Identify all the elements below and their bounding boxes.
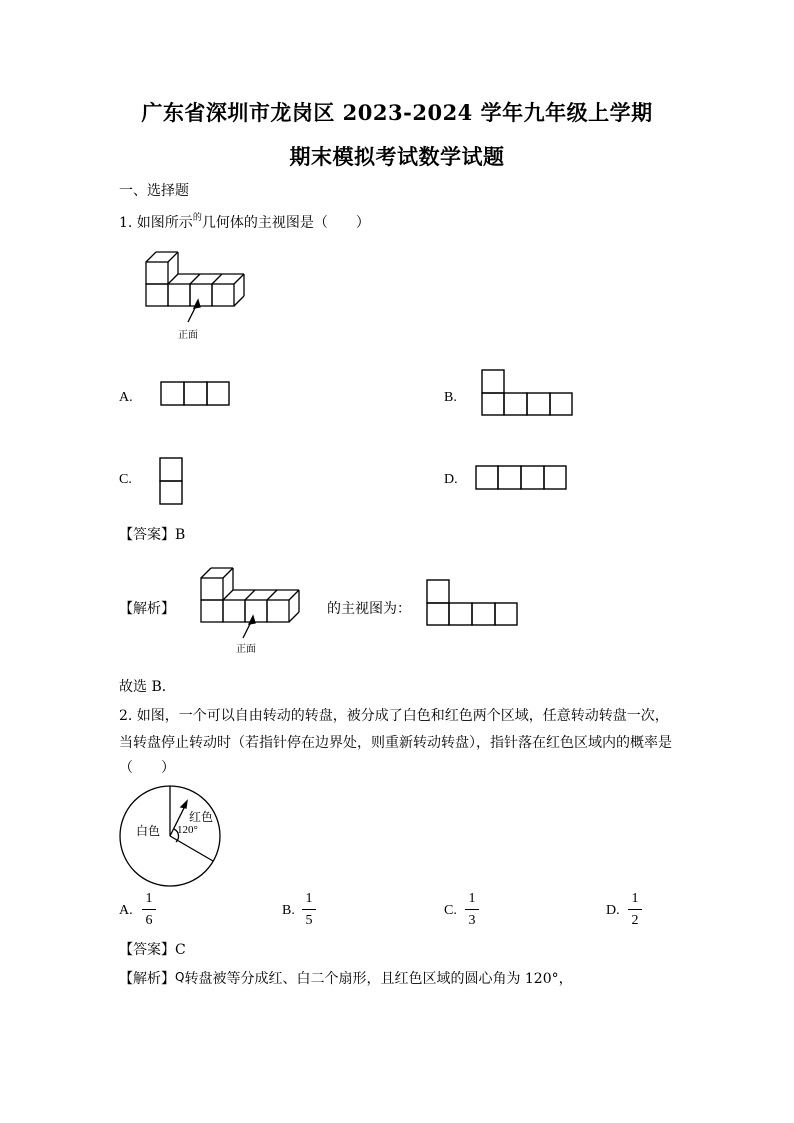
q2-option-d-numerator: 1 — [631, 891, 639, 906]
q1-analysis-front-label: 正面 — [236, 644, 256, 655]
q2-stem-line2: 当转盘停止转动时（若指针停在边界处，则重新转动转盘），指针落在红色区域内的概率是 — [119, 735, 672, 751]
q1-option-d-figure — [475, 465, 568, 491]
q2-stem-line1: 2. 如图，一个可以自由转动的转盘，被分成了白色和红色两个区域，任意转动转盘一次， — [119, 708, 669, 724]
q1-stem — [119, 212, 370, 232]
q1-analysis-label: 【解析】 — [119, 601, 175, 617]
q2-angle-label: 120° — [177, 824, 198, 836]
q2-analysis-symbol: Q — [175, 970, 185, 984]
q2-option-c-label: C. — [444, 903, 457, 918]
q2-option-a-numerator: 1 — [145, 891, 153, 906]
q2-option-b-denominator: 5 — [305, 913, 313, 928]
q2-option-b-numerator: 1 — [305, 891, 313, 906]
q1-answer: 【答案】B — [119, 527, 186, 543]
q2-white-label: 白色 — [136, 824, 161, 838]
q2-analysis — [119, 968, 573, 988]
page-subtitle: 期末模拟考试数学试题 — [289, 144, 505, 169]
q1-conclusion: 故选 B． — [119, 679, 176, 695]
q2-option-d-denominator: 2 — [631, 913, 639, 928]
q2-option-a-label: A. — [119, 903, 133, 918]
q2-stem-line3: （ ） — [119, 760, 175, 776]
q2-answer: 【答案】C — [119, 942, 186, 958]
q1-option-c-figure — [159, 457, 184, 506]
q2-option-c-denominator: 3 — [468, 913, 476, 928]
q2-option-b-fraction — [302, 891, 316, 929]
page-title: 广东省深圳市龙岗区 2023-2024 学年九年级上学期 — [141, 100, 653, 125]
q2-option-c-numerator: 1 — [468, 891, 476, 906]
q1-stem-sup: 的 — [192, 213, 202, 223]
q1-analysis-front-view — [426, 579, 519, 627]
q2-red-label: 红色 — [189, 810, 214, 824]
q1-option-b-label: B. — [444, 390, 457, 405]
q1-stem-prefix: 1. 如图所示 — [119, 215, 193, 231]
q1-solid-figure — [140, 248, 260, 343]
q1-option-a-label: A. — [119, 390, 133, 405]
q1-analysis-text: 的主视图为： — [327, 601, 411, 617]
q2-option-c-fraction — [465, 891, 479, 929]
q2-option-d-fraction — [628, 891, 642, 929]
q2-analysis-text: 转盘被等分成红、白二个扇形，且红色区域的圆心角为 120°， — [184, 971, 573, 987]
q2-option-d-label: D. — [606, 903, 620, 918]
q1-option-d-label: D. — [444, 472, 458, 487]
q2-option-b-label: B. — [282, 903, 295, 918]
q1-option-b-figure — [481, 369, 574, 417]
q1-front-label: 正面 — [178, 330, 198, 341]
q2-spinner-figure — [118, 784, 222, 888]
q2-analysis-label: 【解析】 — [119, 971, 175, 987]
q2-option-a-fraction — [142, 891, 156, 929]
q2-option-a-denominator: 6 — [145, 913, 153, 928]
section-heading: 一、选择题 — [119, 183, 189, 199]
q1-option-a-figure — [160, 381, 230, 407]
q1-stem-suffix: 几何体的主视图是（ ） — [201, 215, 370, 231]
q1-option-c-label: C. — [119, 472, 132, 487]
